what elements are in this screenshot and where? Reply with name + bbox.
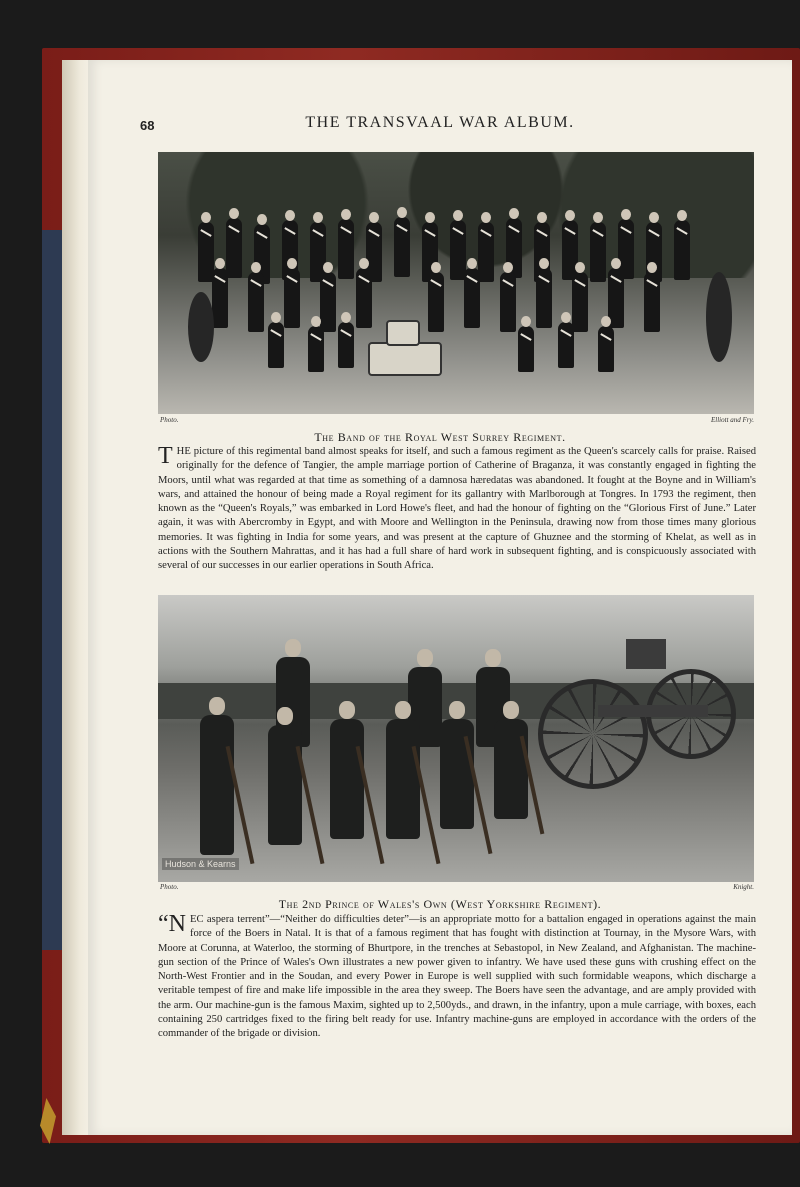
running-title: THE TRANSVAAL WAR ALBUM. bbox=[305, 114, 575, 131]
bandsman bbox=[284, 268, 300, 328]
band-group bbox=[178, 222, 734, 392]
maxim-gun bbox=[626, 639, 666, 669]
bandsman bbox=[464, 268, 480, 328]
drum bbox=[368, 342, 442, 376]
machine-gun-section-photo bbox=[158, 595, 754, 882]
bandsman bbox=[428, 272, 444, 332]
photo2-watermark: Hudson & Kearns bbox=[162, 858, 239, 870]
article1-text bbox=[158, 445, 756, 574]
photo2-caption: The 2nd Prince of Wales's Own (West Yorkshire Regiment). bbox=[278, 897, 602, 911]
bandsman bbox=[338, 219, 354, 279]
gun-carriage-wheel bbox=[538, 679, 648, 789]
bandsman bbox=[590, 222, 606, 282]
bandsman bbox=[308, 326, 324, 372]
bandsman bbox=[598, 326, 614, 372]
kneeling-soldier bbox=[200, 715, 234, 855]
bandsman bbox=[338, 322, 354, 368]
album-page bbox=[88, 60, 792, 1135]
bandsman bbox=[644, 272, 660, 332]
bandsman bbox=[572, 272, 588, 332]
photo1-credit-right: Elliott and Fry. bbox=[711, 416, 754, 424]
bandsman bbox=[536, 268, 552, 328]
photo1-caption: The Band of the Royal West Surrey Regiment. bbox=[314, 430, 566, 444]
article2-dropcap: “N bbox=[158, 911, 186, 937]
bandsman bbox=[320, 272, 336, 332]
bandsman bbox=[558, 322, 574, 368]
page-number: 68 bbox=[140, 118, 155, 133]
double-bass bbox=[706, 272, 732, 362]
bandsman bbox=[268, 322, 284, 368]
kneeling-soldier bbox=[330, 719, 364, 839]
double-bass bbox=[188, 292, 214, 362]
article1-dropcap: T bbox=[158, 443, 173, 469]
bandsman bbox=[500, 272, 516, 332]
photo1-credit-left: Photo. bbox=[160, 416, 179, 424]
book-spine-band bbox=[42, 230, 62, 950]
bandsman bbox=[212, 268, 228, 328]
page-header bbox=[88, 112, 792, 136]
kneeling-soldier bbox=[386, 719, 420, 839]
article2-text bbox=[158, 913, 756, 1042]
bandsman bbox=[674, 220, 690, 280]
bandsman bbox=[394, 217, 410, 277]
kneeling-soldier bbox=[494, 719, 528, 819]
kneeling-soldier bbox=[268, 725, 302, 845]
bandsman bbox=[226, 218, 242, 278]
bandsman bbox=[450, 220, 466, 280]
bandsman bbox=[248, 272, 264, 332]
photo2-credit-left: Photo. bbox=[160, 883, 179, 891]
drum bbox=[386, 320, 420, 346]
photo2-credit-right: Knight. bbox=[733, 883, 754, 891]
gun-carriage bbox=[598, 705, 708, 717]
bandsman bbox=[356, 268, 372, 328]
bandsman bbox=[518, 326, 534, 372]
bandsman bbox=[478, 222, 494, 282]
kneeling-soldier bbox=[440, 719, 474, 829]
band-photo bbox=[158, 152, 754, 414]
article1-body: HE picture of this regimental band almost speaks for itself, and such a famous regiment as the Queen's scarcely calls for praise. Raised originally for the defence of Tangier, the ample marriage portion of Catherine of Braganza, it was constantly engaged in fighting the Moors, until what was regarded at that time as something of a damnosa hæredatas was abandoned. It fought at the Boyne and in William's wars, and attained the honour of being made a Royal regiment for its gallantry with Marlborough at Tongres. In 1793 the regiment, then known as the “Queen's Royals,” was embarked in Lord Howe's fleet, and had the honour of fighting on the “Glorious First of June.” Later again, it was with Abercromby in Egypt, and with Moore and Wellington in the Peninsula, drawing now from those times many glorious memories. It was fighting in India for some years, and was present at the capture of Ghuznee and the storming of Khelat, as well as in actions with the Southern Mahrattas, and it has had a full share of hard work in subsequent fighting, and is conspicuously associated with several of our successes in our earlier operations in South Africa. bbox=[158, 446, 756, 572]
article2-body: EC aspera terrent”—“Neither do difficulties deter”—is an appropriate motto for a battalion engaged in operations against the main force of the Boers in Natal. It is that of a famous regiment that has fought with distinction at Tournay, in the Mysore Wars, with Moore at Corunna, at Waterloo, the storming of Bhurtpore, in the trenches at Sebastopol, in New Zealand, and Afghanistan. The machine-gun section of the Prince of Wales's Own illustrates a new power given to infantry. We have used these guns with crushing effect on the North-West Frontier and in the Soudan, and every Power in Europe is well supplied with such formidable weapons, which discharge a veritable tempest of fire and make life impossible in the area they sweep. The Boers have seen the advantage, and are amply provided with the arm. Our machine-gun is the famous Maxim, sighted up to 2,500yds., and drawn, in the infantry, upon a mule carriage, with boxes, each containing 250 cartridges fixed to the firing belt ready for use. Infantry machine-guns are employed in accordance with the orders of the commander of the brigade or division. bbox=[158, 914, 756, 1040]
